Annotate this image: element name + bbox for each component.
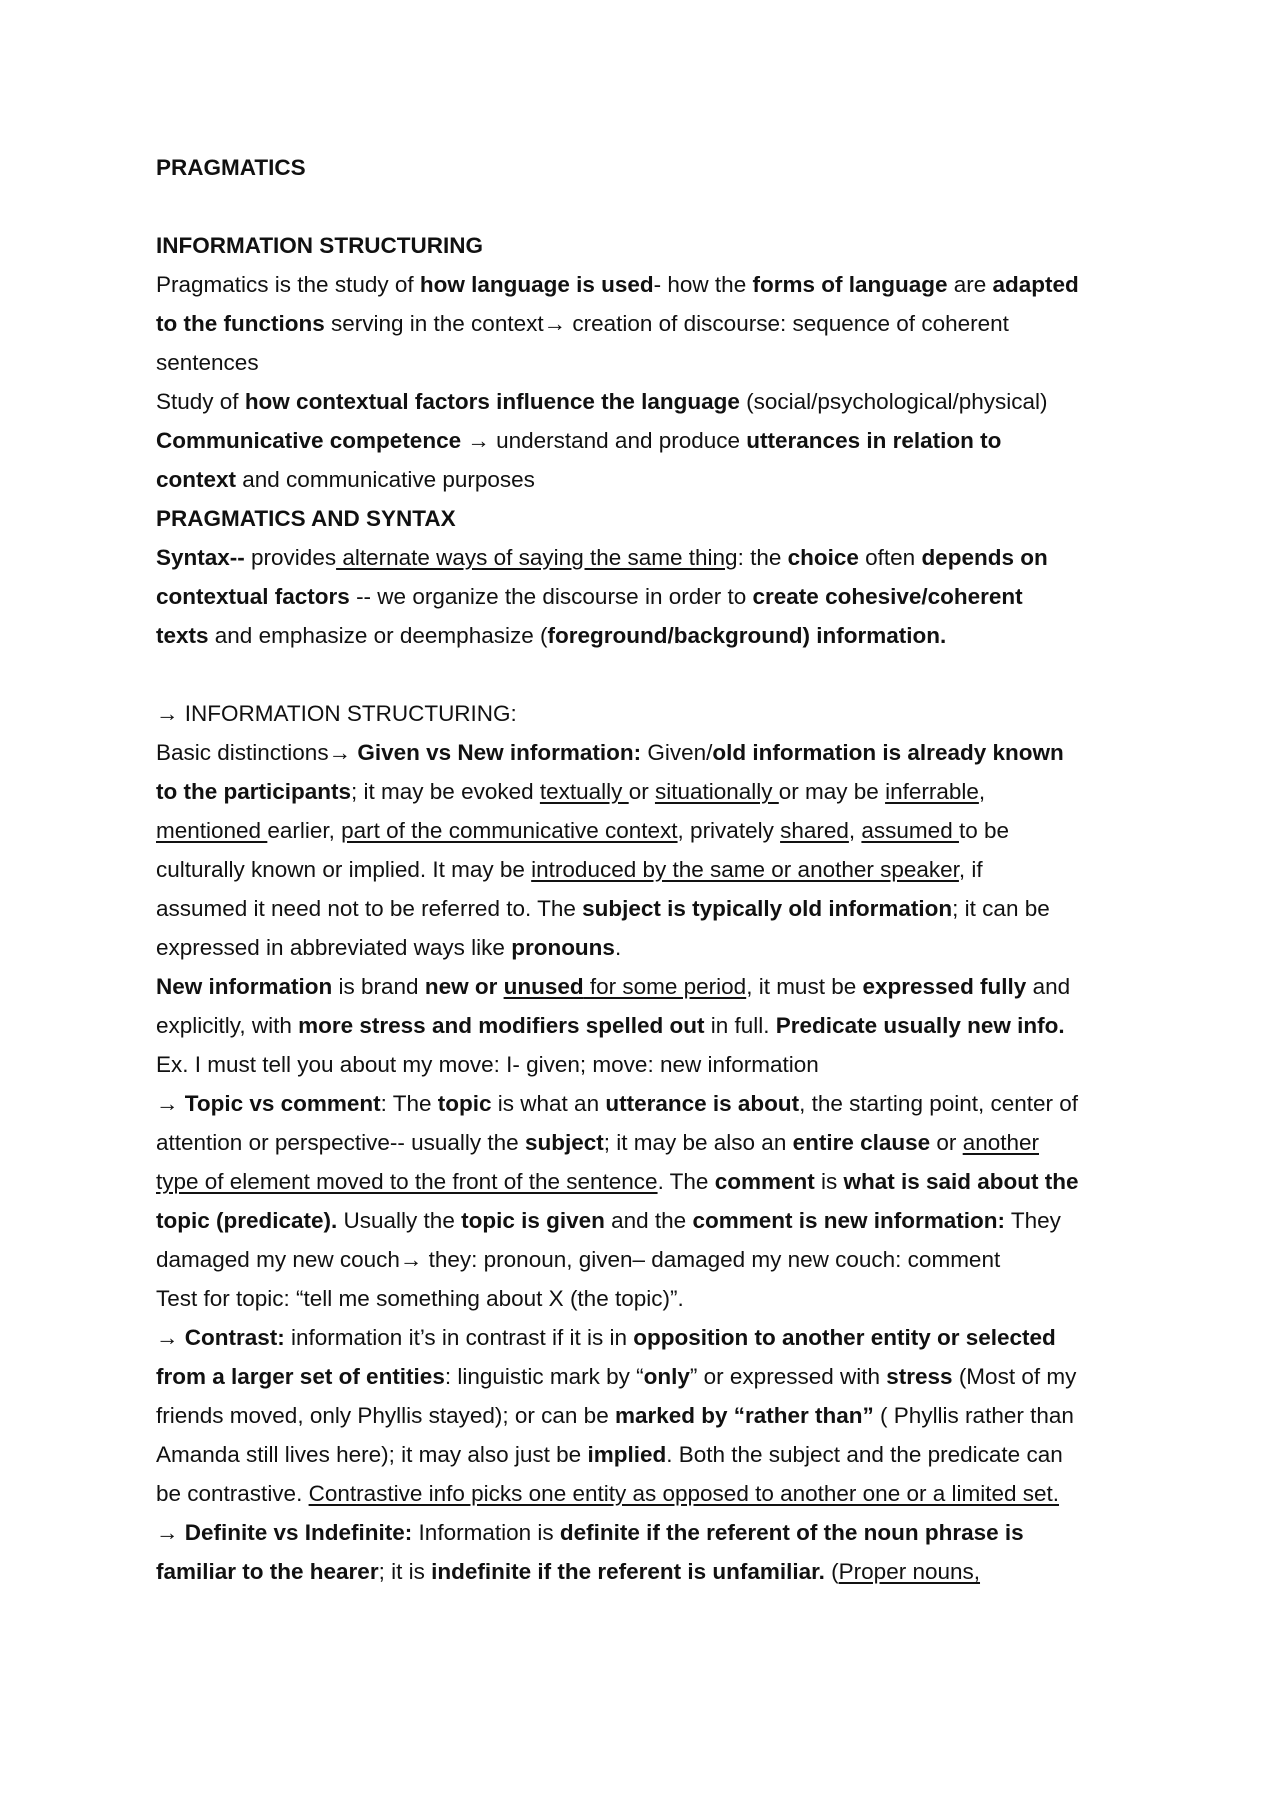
text-line [156, 850, 1180, 889]
text-run: assumed it need not to be referred to. The [156, 896, 583, 921]
bold-run: subject is typically old information [582, 896, 953, 921]
text-run: serving in the context→ creation of discourse: sequence of coherent [324, 311, 1009, 336]
bold-run: what is said about the [843, 1169, 1079, 1194]
text-run: attention or perspective-- usually the [156, 1130, 525, 1155]
bold-run: topic is given [461, 1208, 605, 1233]
text-run: information it’s in contrast if it is in [284, 1325, 634, 1350]
text-line [156, 889, 1180, 928]
text-run: sentences [156, 350, 259, 375]
bold-run: context [156, 467, 237, 492]
text-run: Given/ [641, 740, 713, 765]
bold-run: contextual factors [156, 584, 350, 609]
bold-run: stress [886, 1364, 953, 1389]
section-heading-information-structuring: INFORMATION STRUCTURING [156, 233, 484, 258]
bold-run: implied [587, 1442, 667, 1467]
text-line [156, 1357, 1180, 1396]
underlined-run: another [962, 1130, 1039, 1155]
text-run: . [614, 935, 622, 960]
text-line [156, 577, 1180, 616]
bold-run: Topic vs comment [184, 1091, 381, 1116]
text-run: Amanda still lives here); it may also just be [156, 1442, 588, 1467]
text-run: ; it is [378, 1559, 432, 1584]
underlined-run: assumed [861, 818, 959, 843]
text-line [156, 1318, 1180, 1357]
text-run: Pragmatics is the study of [156, 272, 420, 297]
text-run: often [858, 545, 922, 570]
text-run: . Both the subject and the predicate can [666, 1442, 1063, 1467]
text-line [156, 811, 1180, 850]
bold-run: texts [156, 623, 209, 648]
text-run: ( [824, 1559, 839, 1584]
text-run: (Most of my [952, 1364, 1077, 1389]
text-run: culturally known or implied. It may be [156, 857, 532, 882]
bold-run: expressed fully [862, 974, 1027, 999]
bold-run: opposition to another entity or selected [633, 1325, 1056, 1350]
paragraph-syntax [156, 538, 1180, 655]
underlined-run: textually [539, 779, 629, 804]
text-line [156, 1552, 1180, 1591]
text-run: → understand and produce [461, 428, 747, 453]
bold-run: pronouns [511, 935, 615, 960]
underlined-run: type of element moved to the front of the sentence [156, 1169, 658, 1194]
bold-run: familiar to the hearer [156, 1559, 379, 1584]
bold-run: create cohesive/coherent [752, 584, 1023, 609]
bold-run: Syntax-- [156, 545, 245, 570]
text-run: , [978, 779, 986, 804]
text-run: → [156, 1325, 185, 1350]
text-run: earlier, [267, 818, 342, 843]
bold-run: Contrast: [184, 1325, 285, 1350]
text-run: provides [244, 545, 337, 570]
text-run: in full. [704, 1013, 776, 1038]
text-line [156, 382, 1180, 421]
text-line [156, 616, 1180, 655]
text-line [156, 538, 1180, 577]
underlined-run: introduced by the same or another speaker [531, 857, 959, 882]
text-run: . The [657, 1169, 715, 1194]
text-line [156, 1084, 1180, 1123]
bold-run: comment [714, 1169, 815, 1194]
text-line [156, 1279, 1180, 1318]
text-run: , privately [677, 818, 781, 843]
text-run: Ex. I must tell you about my move: I- given; move: new information [156, 1052, 819, 1077]
underlined-run: Contrastive info picks one entity as opposed to another one or a limited set. [308, 1481, 1060, 1506]
text-run: explicitly, with [156, 1013, 299, 1038]
text-line [156, 343, 1180, 382]
bold-run: old information is already known [712, 740, 1064, 765]
bold-run: New information [156, 974, 333, 999]
text-line [156, 694, 1180, 733]
text-run: → [156, 1091, 185, 1116]
text-run: ; it can be [952, 896, 1050, 921]
bold-run: from a larger set of entities [156, 1364, 445, 1389]
text-run: to be [958, 818, 1010, 843]
text-run: Information is [412, 1520, 560, 1545]
text-run: , the starting point, center of [799, 1091, 1079, 1116]
text-run: , it must be [746, 974, 863, 999]
text-run: - how the [653, 272, 753, 297]
text-line [156, 265, 1180, 304]
text-run: Test for topic: “tell me something about X (the topic)”. [156, 1286, 684, 1311]
text-run: are [947, 272, 993, 297]
text-line [156, 1045, 1180, 1084]
text-line [156, 1435, 1180, 1474]
text-run: and [1026, 974, 1071, 999]
text-run: : The [380, 1091, 438, 1116]
bold-run: to the participants [156, 779, 352, 804]
text-line [156, 1006, 1180, 1045]
text-run: : the [737, 545, 788, 570]
text-run: ; it may be evoked [351, 779, 540, 804]
text-line [156, 967, 1180, 1006]
bold-run: definite if the referent of the noun phrase is [559, 1520, 1024, 1545]
bold-run: Communicative competence [156, 428, 462, 453]
bold-run: unused [503, 974, 584, 999]
text-line [156, 1513, 1180, 1552]
bold-run: comment is new information: [692, 1208, 1005, 1233]
bold-run: more stress and modifiers spelled out [298, 1013, 705, 1038]
text-run: be contrastive. [156, 1481, 309, 1506]
text-run: friends moved, only Phyllis stayed); or can be [156, 1403, 615, 1428]
underlined-run: alternate ways of saying the same thing [336, 545, 738, 570]
text-run: ( Phyllis rather than [873, 1403, 1074, 1428]
underlined-run: shared [780, 818, 849, 843]
bold-run: how language is used [419, 272, 654, 297]
text-run: or [930, 1130, 963, 1155]
bold-run: how contextual factors influence the language [244, 389, 740, 414]
text-line [156, 304, 1180, 343]
underlined-run: part of the communicative context [341, 818, 678, 843]
text-run: Study of [156, 389, 245, 414]
text-line [156, 928, 1180, 967]
text-run: , [848, 818, 862, 843]
bold-run: Given vs New information: [357, 740, 642, 765]
bold-run: utterance is about [605, 1091, 800, 1116]
text-line [156, 1162, 1180, 1201]
text-run: and communicative purposes [236, 467, 535, 492]
text-run: and the [604, 1208, 693, 1233]
text-run: → [156, 1520, 185, 1545]
text-line [156, 1396, 1180, 1435]
text-run: or may be [778, 779, 886, 804]
text-line [156, 1240, 1180, 1279]
text-run: → INFORMATION STRUCTURING: [156, 701, 517, 726]
bold-run: choice [787, 545, 859, 570]
text-run: is what an [491, 1091, 606, 1116]
text-run: ; it may be also an [603, 1130, 793, 1155]
text-run: , if [958, 857, 983, 882]
text-line [156, 1474, 1180, 1513]
text-run: and emphasize or deemphasize ( [208, 623, 548, 648]
bold-run: Definite vs Indefinite: [184, 1520, 413, 1545]
blank-line [156, 187, 1180, 226]
text-line [156, 1201, 1180, 1240]
underlined-run: mentioned [156, 818, 268, 843]
bold-run: Predicate usually new info. [775, 1013, 1065, 1038]
bold-run: indefinite if the referent is unfamiliar. [431, 1559, 825, 1584]
underlined-run: situationally [654, 779, 779, 804]
text-line [156, 772, 1180, 811]
text-run: is brand [332, 974, 425, 999]
bold-run: only [643, 1364, 690, 1389]
text-run: is [814, 1169, 844, 1194]
bold-run: adapted [992, 272, 1079, 297]
text-run: Basic distinctions→ [156, 740, 358, 765]
bold-run: new or [424, 974, 504, 999]
bold-run: utterances in relation to [746, 428, 1002, 453]
text-line [156, 733, 1180, 772]
underlined-run: inferrable [885, 779, 979, 804]
section-heading-pragmatics-syntax: PRAGMATICS AND SYNTAX [156, 506, 456, 531]
page-title: PRAGMATICS [156, 155, 306, 180]
bold-run: foreground/background) information. [547, 623, 947, 648]
bold-run: entire clause [792, 1130, 931, 1155]
text-run: expressed in abbreviated ways like [156, 935, 512, 960]
text-run: They [1004, 1208, 1061, 1233]
bold-run: marked by “rather than” [614, 1403, 874, 1428]
text-run: -- we organize the discourse in order to [349, 584, 753, 609]
text-run: ” or expressed with [689, 1364, 887, 1389]
text-run: : linguistic mark by “ [444, 1364, 644, 1389]
bold-run: to the functions [156, 311, 325, 336]
bold-run: subject [524, 1130, 604, 1155]
text-run: (social/psychological/physical) [739, 389, 1048, 414]
bold-run: forms of language [752, 272, 948, 297]
underlined-run: for some period [583, 974, 747, 999]
text-line [156, 460, 1180, 499]
text-run: damaged my new couch→ they: pronoun, given– damaged my new couch: comment [156, 1247, 1001, 1272]
paragraph-definition [156, 265, 1180, 499]
bold-run: depends on [921, 545, 1048, 570]
text-line [156, 421, 1180, 460]
text-run: Usually the [337, 1208, 462, 1233]
text-line [156, 1123, 1180, 1162]
bold-run: topic [437, 1091, 492, 1116]
paragraph-information-structuring [156, 694, 1180, 1591]
underlined-run: Proper nouns, [838, 1559, 981, 1584]
bold-run: topic (predicate). [156, 1208, 338, 1233]
text-run: or [628, 779, 655, 804]
